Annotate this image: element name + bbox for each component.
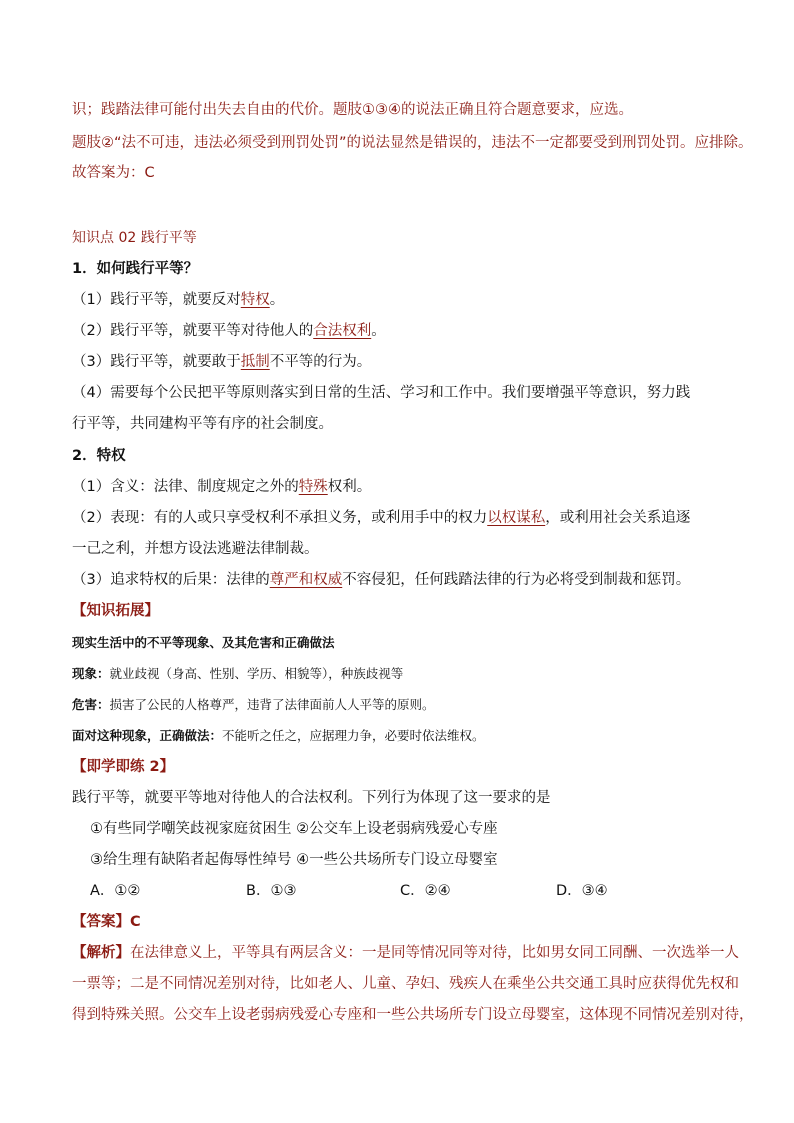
explanation-line-3: 得到特殊关照。公交车上设老弱病残爱心专座和一些公共场所专门设立母婴室，这体现不同情况差别对待， — [72, 1007, 754, 1023]
item-2-1-end: 权利。 — [327, 479, 372, 495]
item-1-2 — [72, 321, 732, 341]
item-1-3-text: （3）践行平等，就要敢于 — [72, 354, 241, 370]
keyword-dignity-authority: 尊严和权威 — [269, 572, 343, 588]
keyword-resist: 抵制 — [240, 354, 270, 370]
item-1-2-end: 。 — [371, 323, 386, 339]
explanation-line-1 — [72, 943, 739, 963]
approach-text: 不能听之任之，应据理力争，必要时依法维权。 — [222, 728, 485, 743]
item-2-3-end: 不容侵犯，任何践踏法律的行为必将受到制裁和惩罚。 — [342, 572, 691, 588]
statement-line-2: ③给生理有缺陷者起侮辱性绰号 ④一些公共场所专门设立母婴室 — [90, 852, 498, 868]
item-2-1-text: （1）含义：法律、制度规定之外的 — [72, 479, 299, 495]
section-heading-1: 1．如何践行平等？ — [72, 261, 199, 277]
knowledge-point-title: 知识点 02 践行平等 — [72, 230, 197, 246]
keyword-legal-rights: 合法权利 — [313, 323, 372, 339]
explanation-text-1: 在法律意义上，平等具有两层含义：一是同等情况同等对待，比如男女同工同酬、一次选举一人 — [130, 945, 739, 961]
item-2-2-line-1 — [72, 508, 732, 528]
item-1-4-line-2: 行平等，共同建构平等有序的社会制度。 — [72, 416, 333, 432]
option-c[interactable]: C．②④ — [400, 883, 451, 899]
question-stem: 践行平等，就要平等地对待他人的合法权利。下列行为体现了这一要求的是 — [72, 790, 551, 806]
statement-line-1: ①有些同学嘲笑歧视家庭贫困生 ②公交车上设老弱病残爱心专座 — [90, 821, 498, 837]
item-1-3-end: 不平等的行为。 — [269, 354, 372, 370]
item-2-3-text: （3）追求特权的后果：法律的 — [72, 572, 270, 588]
item-2-3 — [72, 570, 732, 590]
answer-line: 【答案】C — [72, 914, 141, 930]
option-d[interactable]: D．③④ — [556, 883, 608, 899]
keyword-special: 特殊 — [298, 479, 328, 495]
item-1-4-line-1: （4）需要每个公民把平等原则落实到日常的生活、学习和工作中。我们要增强平等意识，努力践 — [72, 385, 691, 401]
item-1-1-text: （1）践行平等，就要反对 — [72, 292, 241, 308]
phenomenon-text: 就业歧视（身高、性别、学历、相貌等），种族歧视等 — [109, 666, 404, 681]
previous-analysis-line-1: 识；践踏法律可能付出失去自由的代价。题肢①③④的说法正确且符合题意要求，应选。 — [72, 102, 633, 118]
item-1-1-end: 。 — [269, 292, 285, 308]
extension-phenomenon — [72, 664, 732, 684]
extension-harm — [72, 695, 732, 715]
keyword-abuse-power: 以权谋私 — [487, 510, 546, 526]
extension-label: 【知识拓展】 — [72, 603, 159, 619]
item-1-2-text: （2）践行平等，就要平等对待他人的 — [72, 323, 314, 339]
item-2-2-end: ，或利用社会关系追逐 — [545, 510, 691, 526]
extension-title: 现实生活中的不平等现象、及其危害和正确做法 — [72, 635, 335, 650]
previous-answer: 故答案为：C — [72, 165, 155, 181]
option-b[interactable]: B．①③ — [246, 883, 297, 899]
option-a[interactable]: A．①② — [90, 883, 141, 899]
explanation-label: 【解析】 — [72, 945, 130, 961]
item-1-3 — [72, 352, 732, 372]
explanation-line-2: 一票等；二是不同情况差别对待，比如老人、儿童、孕妇、残疾人在乘坐公共交通工具时应获得优先权和 — [72, 976, 739, 992]
practice-label: 【即学即练 2】 — [72, 759, 175, 775]
approach-label: 面对这种现象，正确做法： — [72, 728, 223, 743]
extension-correct-approach — [72, 726, 732, 746]
keyword-privilege: 特权 — [240, 292, 270, 308]
item-1-1 — [72, 290, 732, 310]
phenomenon-label: 现象： — [72, 666, 110, 681]
item-2-2-text: （2）表现：有的人或只享受权利不承担义务，或利用手中的权力 — [72, 510, 488, 526]
previous-analysis-line-2: 题肢②“法不可违，违法必须受到刑罚处罚”的说法显然是错误的，违法不一定都要受到刑罚处罚。应排除。 — [72, 135, 753, 151]
item-2-2-line-2: 一己之利，并想方设法逃避法律制裁。 — [72, 541, 319, 557]
harm-text: 损害了公民的人格尊严，违背了法律面前人人平等的原则。 — [109, 697, 435, 712]
item-2-1 — [72, 477, 732, 497]
harm-label: 危害： — [72, 697, 110, 712]
section-heading-2: 2．特权 — [72, 448, 126, 464]
